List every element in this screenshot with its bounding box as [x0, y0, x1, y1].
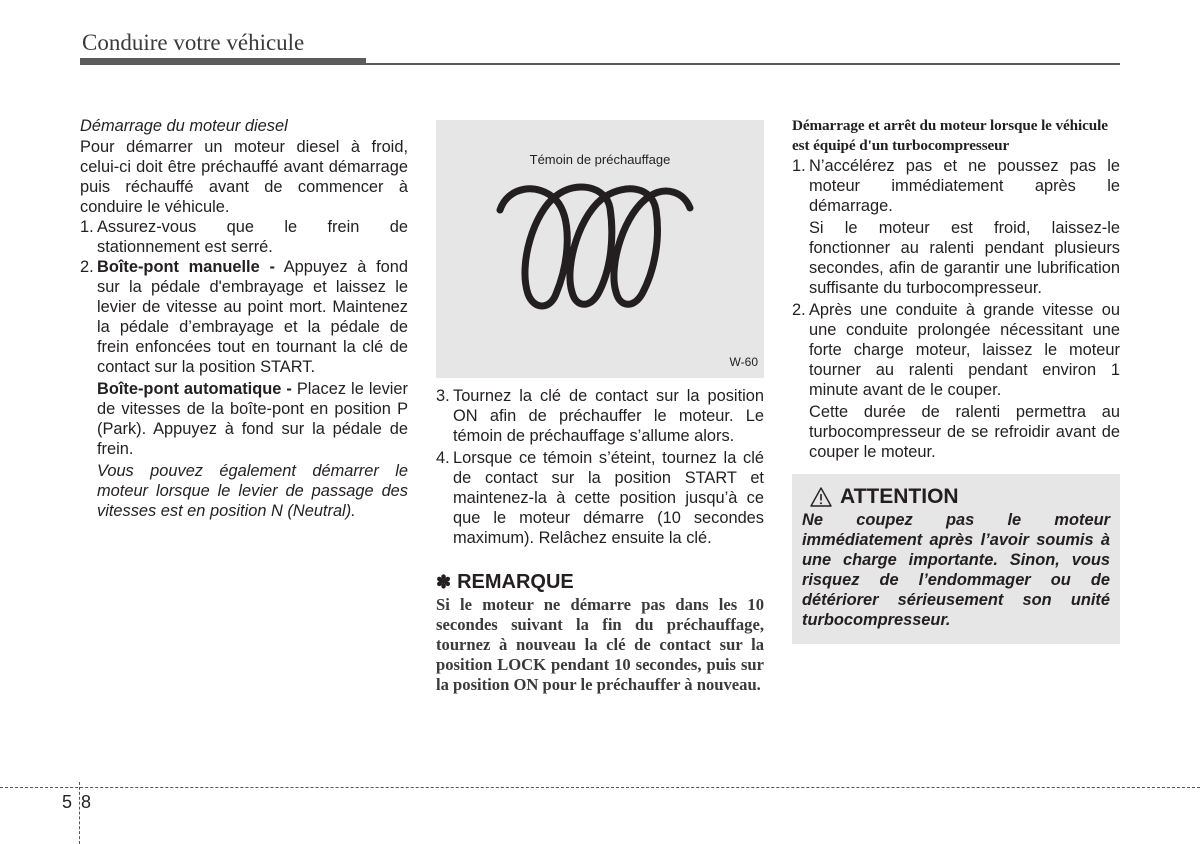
manual-transaxle-label: Boîte-pont manuelle - [97, 258, 275, 276]
list-text: Appuyez à fond sur la pédale d'embrayage et laissez le levier de vitesse au point mort. Maintenez la pédale d’embrayage et la pédale de frein enfoncées tout en tournant la clé de contact sur la position START. [97, 258, 408, 376]
attention-title: ATTENTION [840, 485, 959, 508]
list-text: Après une conduite à grande vitesse ou une conduite prolongée nécessitant une forte charge moteur, laissez le moteur tourner au ralenti pendant environ 1 minute avant de le couper. [809, 301, 1120, 399]
list-item-2 [80, 257, 408, 377]
list-item-1 [80, 217, 408, 257]
remark-text: Si le moteur ne démarre pas dans les 10 secondes suivant la fin du préchauffage, tournez à nouveau la clé de contact sur la position LOCK pendant 10 secondes, puis sur la position ON pour le préchauffer à nouveau. [436, 595, 764, 694]
column-middle [436, 116, 764, 695]
glow-plug-indicator-icon [494, 182, 694, 312]
section-heading-diesel: Démarrage du moteur diesel [80, 117, 288, 135]
figure-label: Témoin de préchauffage [529, 152, 671, 167]
list-item-3 [436, 386, 764, 446]
attention-header [802, 484, 1110, 510]
list-number: 1. [80, 218, 94, 236]
list-item-2-extra: Cette durée de ralenti permettra au turbocompresseur de se refroidir avant de couper le moteur. [809, 403, 1120, 461]
figure-code: W-60 [729, 355, 758, 369]
automatic-transaxle-label: Boîte-pont automatique - [97, 380, 292, 398]
glow-indicator-figure [436, 120, 764, 378]
remark-star-icon: ✽ [436, 572, 452, 592]
list-item-1 [792, 156, 1120, 216]
section-heading-turbo: Démarrage et arrêt du moteur lorsque le véhicule est équipé d'un turbocompresseur [792, 117, 1108, 154]
remark-title: REMARQUE [457, 571, 574, 593]
list-number: 2. [792, 301, 806, 319]
list-item-2 [792, 300, 1120, 400]
list-number: 1. [792, 157, 806, 175]
list-number: 3. [436, 387, 450, 405]
automatic-transaxle-paragraph [80, 379, 408, 459]
footer-rule [0, 787, 1200, 788]
remark-heading [436, 570, 764, 594]
neutral-note: Vous pouvez également démarrer le moteur lorsque le levier de passage des vitesses est en position N (Neutral). [97, 462, 408, 520]
list-item-4 [436, 448, 764, 548]
list-item-1-extra: Si le moteur est froid, laissez-le fonctionner au ralenti pendant plusieurs secondes, afin de garantir une lubrification suffisante du turbocompresseur. [809, 219, 1120, 297]
page-number: 5 8 [62, 792, 94, 812]
header-rule-thin [366, 63, 1120, 65]
attention-text: Ne coupez pas le moteur immédiatement après l’avoir soumis à une charge importante. Sinon, vous risquez de l’endommager ou de détériorer sérieusement son unité turbocompresseur. [802, 511, 1110, 629]
list-text: Assurez-vous que le frein de stationnement est serré. [97, 218, 408, 256]
column-right [792, 116, 1120, 644]
list-number: 2. [80, 258, 94, 276]
list-text: Lorsque ce témoin s’éteint, tournez la clé de contact sur la position START et maintenez-la à cette position jusqu’à ce que le moteur démarre (10 secondes maximum). Relâchez ensuite la clé. [453, 449, 764, 547]
header-rule-thick [80, 58, 366, 65]
column-left [80, 116, 408, 521]
steps-continued [436, 386, 764, 548]
list-text: N’accélérez pas et ne poussez pas le moteur immédiatement après le démarrage. [809, 157, 1120, 215]
page-header-title: Conduire votre véhicule [82, 30, 305, 55]
automatic-transaxle-text: Placez le levier de vitesses de la boîte-pont en position P (Park). Appuyez à fond sur la pédale de frein. [97, 380, 408, 458]
attention-box [792, 474, 1120, 644]
intro-paragraph: Pour démarrer un moteur diesel à froid, celui-ci doit être préchauffé avant démarrage puis réchauffé avant de commencer à conduire le véhicule. [80, 138, 408, 216]
list-number: 4. [436, 449, 450, 467]
warning-triangle-icon [810, 487, 832, 507]
list-text: Tournez la clé de contact sur la position ON afin de préchauffer le moteur. Le témoin de préchauffage s’allume alors. [453, 387, 764, 445]
